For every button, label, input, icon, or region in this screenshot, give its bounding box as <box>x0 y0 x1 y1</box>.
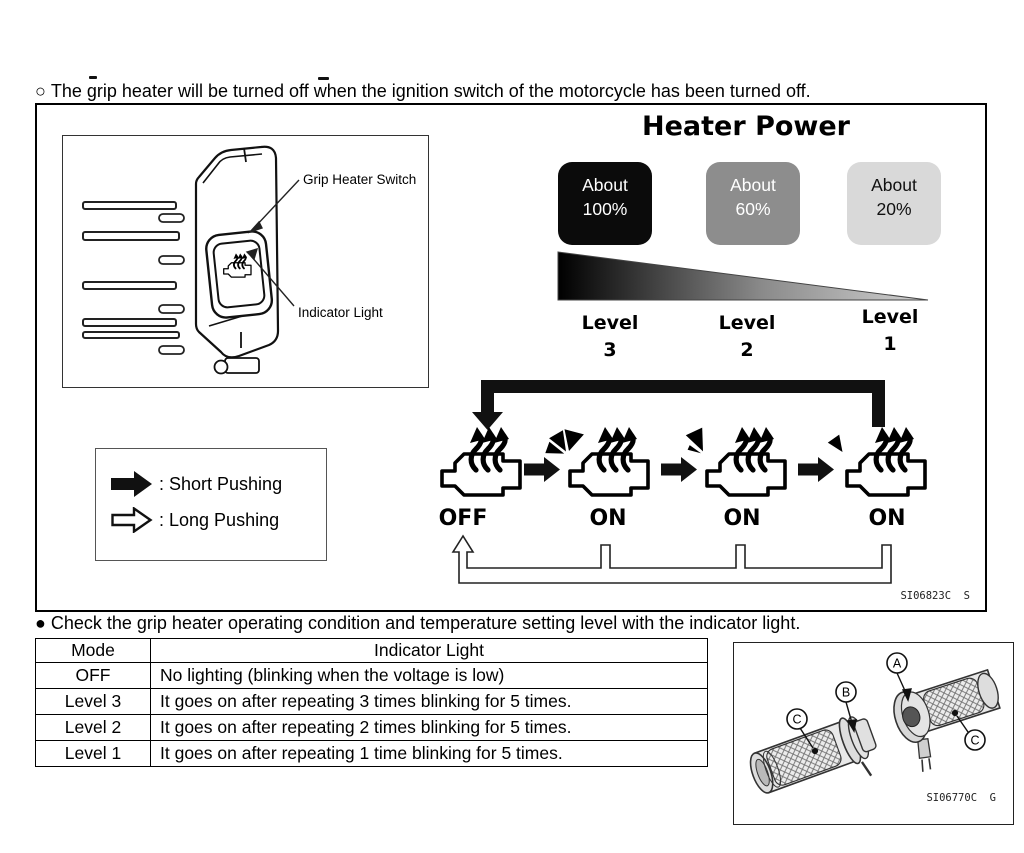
power-box-line2: 20% <box>876 199 912 219</box>
blink-rays-2 <box>686 428 703 454</box>
indicator-cell: It goes on after repeating 1 time blinking for 5 times. <box>151 741 708 767</box>
short-push-arrow-icon <box>798 457 834 482</box>
level-3-label <box>568 313 652 361</box>
circle-bullet-icon: ○ <box>35 81 46 101</box>
callout-letter-a: A <box>892 656 902 671</box>
level-number: 3 <box>603 339 617 361</box>
stray-mark <box>89 76 97 79</box>
figure-code: SI06770C G <box>926 792 996 804</box>
indicator-cell: No lighting (blinking when the voltage is low) <box>151 663 708 689</box>
state-on-level3: ON <box>589 506 627 531</box>
long-push-arrow-icon <box>111 507 153 533</box>
power-box-line2: 60% <box>735 199 771 219</box>
check-text: Check the grip heater operating condition and temperature setting level with the indicator light. <box>50 613 801 633</box>
level-1-label <box>848 307 932 355</box>
table-row <box>36 741 708 767</box>
legend-long-row <box>111 507 279 533</box>
table-row <box>36 689 708 715</box>
callout-letter-b: B <box>841 685 851 700</box>
power-box-100 <box>558 162 652 245</box>
grip-heater-switch-label: Grip Heater Switch <box>303 172 417 187</box>
power-gradient-wedge <box>556 246 934 304</box>
right-grip <box>888 664 1013 775</box>
table-row <box>36 663 708 689</box>
level-number: 1 <box>883 333 897 355</box>
mode-cell: OFF <box>36 663 151 689</box>
mode-cell: Level 3 <box>36 689 151 715</box>
indicator-table <box>35 638 708 767</box>
long-push-return-path <box>445 530 905 592</box>
level-word: Level <box>861 306 919 328</box>
power-box-20 <box>847 162 941 245</box>
power-box-60 <box>706 162 800 245</box>
callout-letter-c: C <box>792 712 802 727</box>
grip-heater-switch-illustration <box>63 136 428 387</box>
long-push-label: : Long Pushing <box>159 509 280 530</box>
mode-cell: Level 1 <box>36 741 151 767</box>
header-mode: Mode <box>36 639 151 663</box>
state-on-level2: ON <box>723 506 761 531</box>
intro-text: The grip heater will be turned off when the ignition switch of the motorcycle has been turned off. <box>50 81 811 101</box>
mode-cell: Level 2 <box>36 715 151 741</box>
indicator-cell: It goes on after repeating 3 times blinking for 5 times. <box>151 689 708 715</box>
filled-bullet-icon: ● <box>35 613 46 633</box>
callout-letter-c2: C <box>970 733 980 748</box>
level-number: 2 <box>740 339 754 361</box>
blink-rays-3 <box>545 429 584 453</box>
figure-code: SI06823C S <box>900 590 970 602</box>
blink-rays-1 <box>828 435 843 452</box>
switch-illustration-box <box>62 135 429 388</box>
table-row <box>36 715 708 741</box>
short-push-arrow-icon <box>524 457 560 482</box>
level-2-label <box>705 313 789 361</box>
power-box-line1: About <box>871 175 917 195</box>
left-grip <box>745 710 885 813</box>
power-box-line2: 100% <box>582 199 628 219</box>
intro-note <box>35 81 995 101</box>
header-indicator-light: Indicator Light <box>151 639 708 663</box>
indicator-light-label: Indicator Light <box>298 305 383 320</box>
heater-state-icon-off <box>438 423 524 499</box>
short-push-label: : Short Pushing <box>159 473 283 494</box>
heater-power-title: Heater Power <box>642 111 850 142</box>
level-word: Level <box>718 312 776 334</box>
indicator-cell: It goes on after repeating 2 times blinking for 5 times. <box>151 715 708 741</box>
power-box-line1: About <box>582 175 628 195</box>
short-push-arrow-icon <box>661 457 697 482</box>
table-header-row <box>36 639 708 663</box>
stray-mark <box>318 77 329 80</box>
state-on-level1: ON <box>868 506 906 531</box>
push-legend-box <box>95 448 327 561</box>
state-off: OFF <box>438 506 488 531</box>
short-push-arrow-icon <box>111 471 153 497</box>
power-box-line1: About <box>730 175 776 195</box>
level-word: Level <box>581 312 639 334</box>
legend-short-row <box>111 471 282 497</box>
check-note <box>35 613 1015 633</box>
